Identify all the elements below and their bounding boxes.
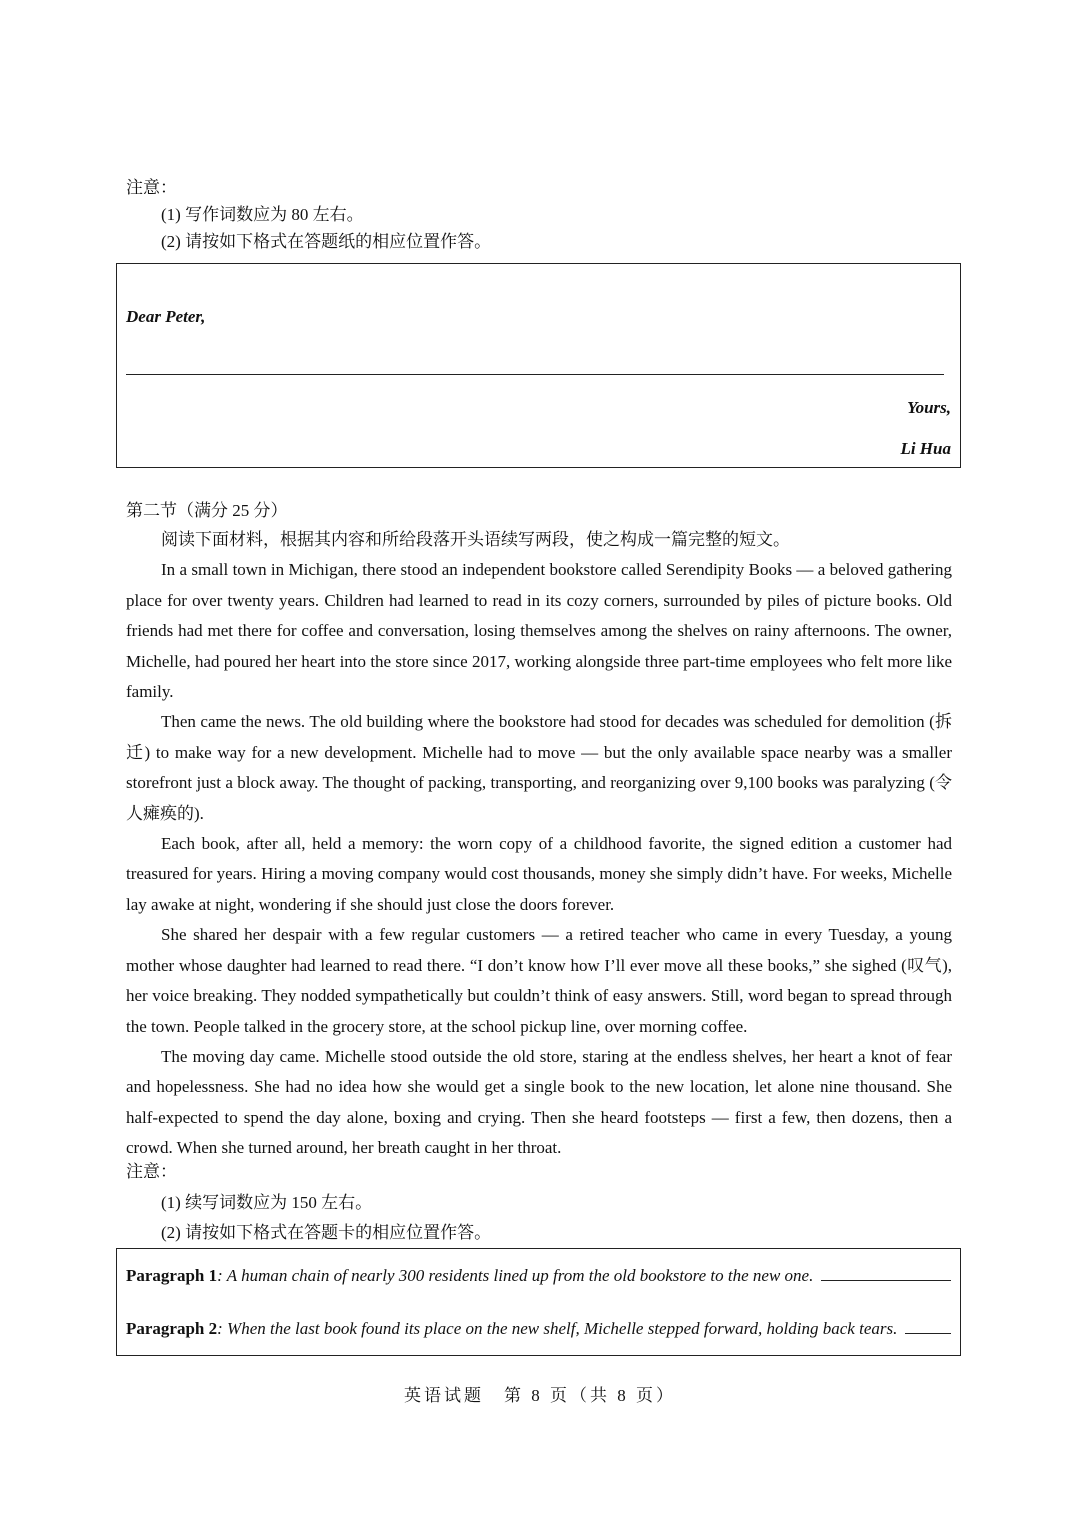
continuation-note-format: (2) 请按如下格式在答题卡的相应位置作答。	[161, 1223, 492, 1242]
paragraph-2-opening: : When the last book found its place on the new shelf, Michelle stepped forward, holding back tears.	[217, 1319, 898, 1338]
paragraph-2-row	[126, 1319, 951, 1339]
writing-note-format: (2) 请按如下格式在答题纸的相应位置作答。	[161, 232, 492, 251]
paragraph-1-answer-line	[821, 1266, 951, 1281]
letter-closing: Yours,	[907, 398, 951, 417]
paragraph-1-opening: : A human chain of nearly 300 residents lined up from the old bookstore to the new one.	[217, 1266, 814, 1285]
reading-passage	[126, 525, 952, 1164]
writing-note-word-count: (1) 写作词数应为 80 左右。	[161, 205, 364, 224]
paragraph-2-label: Paragraph 2	[126, 1319, 218, 1338]
passage-paragraph: The moving day came. Michelle stood outside the old store, staring at the endless shelves, her heart a knot of fear and hopelessness. She had no idea how she would get a single book to the new location, let alone nine thousand. She half-expected to spend the day alone, boxing and crying. Then she heard footsteps — first a few, then dozens, then a crowd. When she turned around, her breath caught in her throat.	[126, 1046, 952, 1158]
letter-salutation: Dear Peter,	[126, 307, 206, 326]
passage-paragraph: Each book, after all, held a memory: the worn copy of a childhood favorite, the signed edition a customer had treasured for years. Hiring a moving company would cost thousands, money she simply didn’t have. For weeks, Michelle lay awake at night, wondering if she should just close the doors forever.	[126, 834, 952, 914]
section-title: 第二节（满分 25 分）	[126, 501, 288, 520]
continuation-format-box	[116, 1248, 961, 1356]
page-footer: 英语试题 第 8 页（共 8 页）	[404, 1386, 676, 1405]
letter-writing-line	[126, 374, 944, 375]
passage-paragraph: In a small town in Michigan, there stood an independent bookstore called Serendipity Books — a beloved gathering place for over twenty years. Children had learned to read in its cozy corners, surrounded by piles of picture books. Old friends had met there for coffee and conversation, losing themselves among the shelves on rainy afternoons. The owner, Michelle, had poured her heart into the store since 2017, working alongside three part-time employees who felt more like family.	[126, 560, 952, 702]
passage-paragraph: She shared her despair with a few regular customers — a retired teacher who came in every Tuesday, a young mother whose daughter had learned to read there. “I don’t know how I’ll ever move all these books,” she sighed (叹气), her voice breaking. They nodded sympathetically but couldn’t think of easy answers. Still, word began to spread through the town. People talked in the grocery store, at the school pickup line, over morning coffee.	[126, 925, 952, 1036]
writing-notes-heading: 注意：	[126, 178, 177, 197]
letter-signature: Li Hua	[900, 439, 951, 458]
paragraph-1-label: Paragraph 1	[126, 1266, 218, 1285]
continuation-note-word-count: (1) 续写词数应为 150 左右。	[161, 1193, 373, 1212]
letter-format-box	[116, 263, 961, 468]
paragraph-2-answer-line	[905, 1319, 951, 1334]
passage-paragraph: Then came the news. The old building where the bookstore had stood for decades was scheduled for demolition (拆迁) to make way for a new development. Michelle had to move — but the only available space nearby was a smaller storefront just a block away. The thought of packing, transporting, and reorganizing over 9,100 books was paralyzing (令人瘫痪的).	[126, 712, 952, 823]
paragraph-1-row	[126, 1266, 951, 1286]
passage-instruction: 阅读下面材料，根据其内容和所给段落开头语续写两段，使之构成一篇完整的短文。	[161, 530, 790, 549]
continuation-notes-heading: 注意：	[126, 1162, 177, 1181]
